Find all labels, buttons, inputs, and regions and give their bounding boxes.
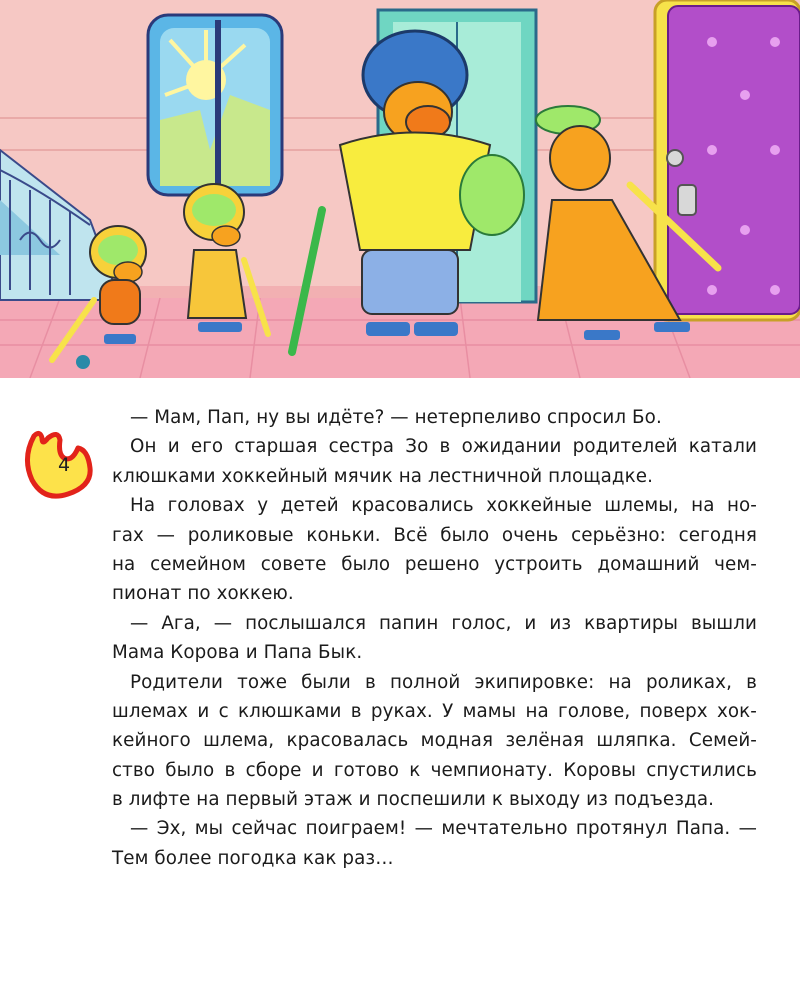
text-line: Тем более погодка как раз… — [112, 847, 394, 869]
text-line: в лифте на первый этаж и поспешили к выходу из подъезда. — [112, 789, 715, 811]
text-line: кейного шлема, красовалась модная зелёная шляпка. Семей- — [112, 730, 757, 752]
text-line: пионат по хоккею. — [112, 583, 294, 605]
text-line: шлемах и с клюшками в руках. У мамы на голове, поверх хок- — [112, 700, 757, 722]
story-text — [112, 403, 757, 873]
text-line: клюшками хоккейный мячик на лестничной площадке. — [112, 465, 654, 487]
text-line: ство было в сборе и готово к чемпионату. Коровы спустились — [112, 759, 757, 781]
text-line: — Ага, — послышался папин голос, и из квартиры вышли — [130, 612, 757, 634]
text-line: Родители тоже были в полной экипировке: на роликах, в — [130, 671, 757, 693]
text-line: на семейном совете было решено устроить домашний чем- — [112, 553, 757, 575]
text-line: гах — роликовые коньки. Всё было очень серьёзно: сегодня — [112, 524, 757, 546]
text-line: — Эх, мы сейчас поиграем! — мечтательно протянул Папа. — — [130, 818, 757, 840]
text-line: Он и его старшая сестра Зо в ожидании родителей катали — [130, 436, 757, 458]
family-hallway-illustration — [0, 0, 800, 378]
window-icon — [148, 15, 282, 195]
text-line: Мама Корова и Папа Бык. — [112, 642, 363, 664]
apartment-door-icon — [655, 0, 800, 320]
page-number: 4 — [57, 454, 71, 476]
text-line: На головах у детей красовались хоккейные шлемы, на но- — [130, 495, 757, 517]
page-number-badge — [20, 428, 100, 504]
hockey-ball-icon — [76, 355, 90, 369]
text-line: — Мам, Пап, ну вы идёте? — нетерпеливо спросил Бо. — [130, 407, 662, 428]
